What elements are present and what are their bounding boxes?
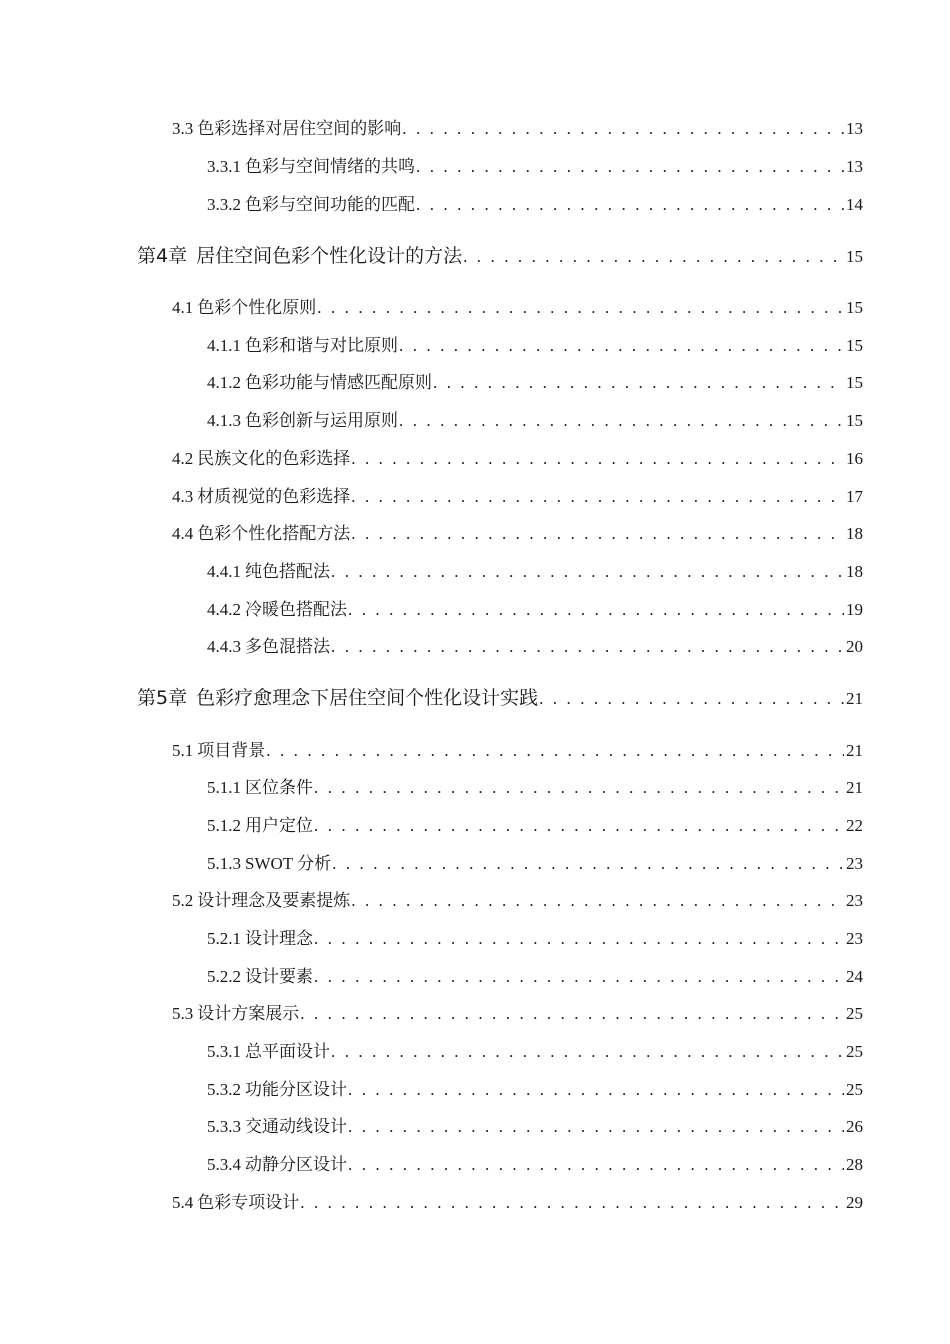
toc-title: 色彩与空间情绪的共鸣 [245, 157, 415, 176]
toc-page-number: 21 [846, 689, 863, 708]
toc-page-number: 23 [846, 854, 863, 873]
toc-entry-5-1[interactable] [172, 740, 863, 762]
toc-number: 4.2 [172, 449, 194, 468]
toc-page-number: 21 [846, 778, 863, 797]
toc-title: 多色混搭法 [245, 637, 330, 656]
toc-title: 动静分区设计 [245, 1155, 347, 1174]
toc-title: 色彩专项设计 [197, 1193, 300, 1212]
toc-entry-4-2[interactable] [172, 448, 863, 470]
toc-entry-5-2-1[interactable] [207, 928, 863, 950]
toc-entry-5-3[interactable] [172, 1003, 863, 1025]
toc-entry-5-3-1[interactable] [207, 1041, 863, 1063]
toc-title: 民族文化的色彩选择 [197, 449, 351, 468]
toc-number: 4.3 [172, 487, 194, 506]
toc-number: 5.2 [172, 891, 194, 910]
toc-title: SWOT 分析 [245, 854, 332, 873]
toc-number: 3.3.1 [207, 157, 241, 176]
toc-number: 5.4 [172, 1193, 194, 1212]
toc-dot-leader [331, 561, 844, 583]
toc-title: 区位条件 [245, 778, 313, 797]
toc-entry-4-4-2[interactable] [207, 599, 863, 621]
toc-title: 材质视觉的色彩选择 [197, 487, 351, 506]
toc-entry-4-1-2[interactable] [207, 372, 863, 394]
toc-title: 色彩个性化原则 [197, 298, 317, 317]
toc-entry-3-3-2[interactable] [207, 194, 863, 216]
toc-number: 3.3.2 [207, 195, 241, 214]
toc-dot-leader [332, 853, 844, 875]
toc-entry-4-1-1[interactable] [207, 335, 863, 357]
toc-title: 项目背景 [197, 741, 266, 760]
toc-dot-leader [331, 636, 844, 658]
toc-number: 5.1.1 [207, 778, 241, 797]
toc-page-number: 18 [846, 562, 863, 581]
toc-entry-chapter-4[interactable] [137, 244, 863, 269]
toc-title: 冷暖色搭配法 [245, 600, 347, 619]
toc-number: 5.1.3 [207, 854, 241, 873]
toc-dot-leader [399, 335, 844, 357]
toc-dot-leader [351, 523, 844, 545]
toc-entry-5-3-4[interactable] [207, 1154, 863, 1176]
toc-dot-leader [300, 1003, 844, 1025]
toc-page-number: 15 [846, 373, 863, 392]
toc-page-number: 19 [846, 600, 863, 619]
toc-dot-leader [351, 448, 844, 470]
toc-dot-leader [300, 1192, 844, 1214]
toc-title: 色彩个性化搭配方法 [197, 524, 351, 543]
toc-page-number: 13 [846, 157, 863, 176]
toc-title: 总平面设计 [245, 1042, 330, 1061]
toc-entry-5-2[interactable] [172, 890, 863, 912]
toc-dot-leader [317, 297, 844, 319]
toc-title: 色彩与空间功能的匹配 [245, 195, 415, 214]
toc-dot-leader [314, 966, 844, 988]
toc-entry-5-1-1[interactable] [207, 777, 863, 799]
toc-dot-leader [348, 1079, 844, 1101]
toc-number: 4.1.3 [207, 411, 241, 430]
toc-dot-leader [463, 245, 844, 269]
toc-dot-leader [348, 599, 844, 621]
toc-dot-leader [348, 1154, 844, 1176]
toc-number: 5.3.2 [207, 1080, 241, 1099]
toc-dot-leader [331, 1041, 844, 1063]
toc-number: 5.3 [172, 1004, 194, 1023]
toc-dot-leader [314, 777, 844, 799]
toc-page-number: 23 [846, 929, 863, 948]
toc-page-number: 20 [846, 637, 863, 656]
toc-entry-4-4-1[interactable] [207, 561, 863, 583]
toc-number: 4.4.3 [207, 637, 241, 656]
toc-chapter-number: 第4章 [137, 245, 188, 267]
toc-number: 4.4 [172, 524, 194, 543]
toc-dot-leader [402, 118, 844, 140]
toc-dot-leader [399, 410, 844, 432]
toc-entry-5-4[interactable] [172, 1192, 863, 1214]
toc-page-number: 24 [846, 967, 863, 986]
toc-entry-chapter-5[interactable] [137, 686, 863, 711]
toc-entry-3-3[interactable] [172, 118, 863, 140]
toc-title: 纯色搭配法 [245, 562, 330, 581]
toc-page-number: 28 [846, 1155, 863, 1174]
toc-chapter-title: 居住空间色彩个性化设计的方法 [196, 245, 463, 267]
toc-entry-4-1-3[interactable] [207, 410, 863, 432]
toc-page-number: 14 [846, 195, 863, 214]
toc-number: 3.3 [172, 119, 194, 138]
toc-number: 5.1 [172, 741, 194, 760]
toc-title: 色彩和谐与对比原则 [245, 336, 398, 355]
toc-title: 色彩创新与运用原则 [245, 411, 398, 430]
toc-entry-5-2-2[interactable] [207, 966, 863, 988]
toc-title: 色彩功能与情感匹配原则 [245, 373, 432, 392]
toc-number: 4.4.1 [207, 562, 241, 581]
toc-page-number: 15 [846, 411, 863, 430]
toc-title: 交通动线设计 [245, 1117, 347, 1136]
toc-number: 5.3.1 [207, 1042, 241, 1061]
toc-number: 5.1.2 [207, 816, 241, 835]
toc-chapter-number: 第5章 [137, 687, 188, 709]
toc-dot-leader [348, 1116, 844, 1138]
toc-dot-leader [314, 928, 844, 950]
toc-number: 4.1.2 [207, 373, 241, 392]
toc-number: 4.4.2 [207, 600, 241, 619]
toc-entry-4-4-3[interactable] [207, 636, 863, 658]
toc-title: 色彩选择对居住空间的影响 [197, 119, 402, 138]
toc-dot-leader [433, 372, 844, 394]
toc-entry-3-3-1[interactable] [207, 156, 863, 178]
toc-number: 5.3.3 [207, 1117, 241, 1136]
toc-page-number: 13 [846, 119, 863, 138]
toc-title: 设计理念及要素提炼 [197, 891, 351, 910]
toc-entry-5-3-3[interactable] [207, 1116, 863, 1138]
toc-number: 5.2.1 [207, 929, 241, 948]
toc-page-number: 29 [846, 1193, 863, 1212]
toc-entry-5-1-3[interactable] [207, 853, 863, 875]
toc-page-number: 17 [846, 487, 863, 506]
toc-title: 用户定位 [245, 816, 313, 835]
toc-number: 4.1.1 [207, 336, 241, 355]
toc-dot-leader [539, 687, 844, 711]
toc-dot-leader [351, 486, 844, 508]
toc-entry-4-4[interactable] [172, 523, 863, 545]
toc-entry-5-3-2[interactable] [207, 1079, 863, 1101]
toc-page-number: 15 [846, 336, 863, 355]
toc-entry-5-1-2[interactable] [207, 815, 863, 837]
toc-page-number: 22 [846, 816, 863, 835]
toc-page-number: 16 [846, 449, 863, 468]
toc-number: 5.3.4 [207, 1155, 241, 1174]
toc-page-number: 15 [846, 247, 863, 266]
toc-dot-leader [416, 194, 844, 216]
toc-chapter-title: 色彩疗愈理念下居住空间个性化设计实践 [196, 687, 539, 709]
toc-page-number: 25 [846, 1080, 863, 1099]
toc-page-number: 23 [846, 891, 863, 910]
toc-entry-4-3[interactable] [172, 486, 863, 508]
toc-number: 5.2.2 [207, 967, 241, 986]
toc-dot-leader [416, 156, 844, 178]
toc-page-number: 25 [846, 1004, 863, 1023]
toc-dot-leader [351, 890, 844, 912]
toc-page-number: 21 [846, 741, 863, 760]
toc-title: 设计要素 [245, 967, 313, 986]
toc-page-number: 25 [846, 1042, 863, 1061]
toc-title: 功能分区设计 [245, 1080, 347, 1099]
toc-dot-leader [314, 815, 844, 837]
toc-title: 设计方案展示 [197, 1004, 300, 1023]
toc-entry-4-1[interactable] [172, 297, 863, 319]
toc-title: 设计理念 [245, 929, 313, 948]
toc-page-number: 15 [846, 298, 863, 317]
toc-number: 4.1 [172, 298, 194, 317]
toc-page-number: 26 [846, 1117, 863, 1136]
toc-page-number: 18 [846, 524, 863, 543]
toc-dot-leader [266, 740, 844, 762]
